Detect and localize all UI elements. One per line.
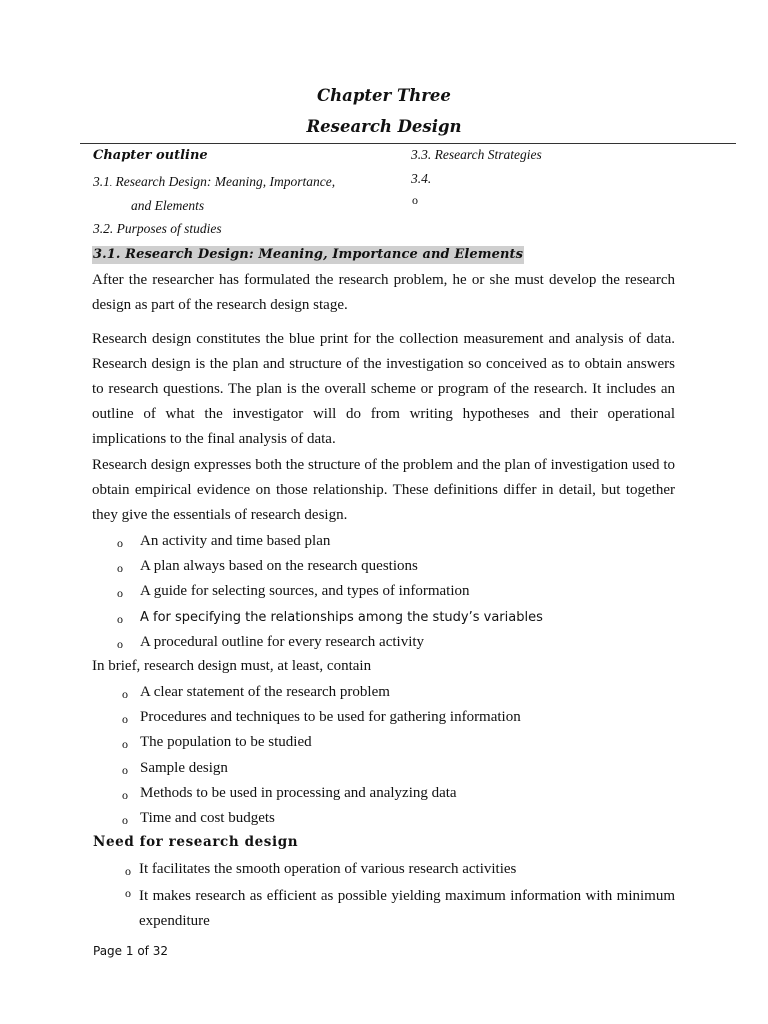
paragraph-structure: Research design expresses both the structure of the problem and the plan of investigation used to obtain empirical evidence on those relationship. These definitions differ in detail, but together they give the essentials of research design. — [92, 457, 675, 523]
outline-item-3-1-cont: and Elements — [131, 198, 205, 213]
bullet-marker: o — [122, 712, 128, 726]
bullet-marker: o — [117, 561, 123, 575]
bullet-marker: o — [125, 886, 131, 900]
outline-item-3-4: 3.4. — [411, 171, 432, 186]
outline-item-3-1-number: 3.1 — [93, 174, 110, 189]
bullet-marker: o — [117, 536, 123, 550]
chapter-title: Chapter Three — [317, 86, 451, 105]
outline-item-3-2: 3.2. Purposes of studies — [93, 221, 222, 236]
page-footer: Page 1 of 32 — [93, 944, 168, 958]
bullet-marker: o — [117, 586, 123, 600]
need-heading: Need for research design — [93, 834, 299, 850]
outline-item-3-3: 3.3. Research Strategies — [411, 147, 542, 162]
section-heading: 3.1. Research Design: Meaning, Importance and Elements — [93, 247, 524, 262]
brief-intro: In brief, research design must, at least, contain — [92, 658, 372, 674]
bullet-marker: o — [122, 813, 128, 827]
outline-item-3-1 — [93, 174, 335, 190]
bullet-marker: o — [122, 788, 128, 802]
bullet-marker: o — [117, 612, 123, 626]
bullet-marker: o — [122, 687, 128, 701]
paragraph-definition: Research design constitutes the blue print for the collection measurement and analysis of data. Research design is the plan and structure of the investigation so conceived as to obtain answers to research questions. The plan is the overall scheme or program of the research. It includes an outline of what the investigator will do from writing hypotheses and their operational implications to the final analysis of data. — [92, 331, 675, 447]
title-rule — [80, 143, 736, 144]
outline-heading: Chapter outline — [93, 148, 208, 163]
outline-item-3-1-separator: . — [109, 178, 113, 188]
bullet-marker: o — [117, 637, 123, 651]
bullet-marker: o — [122, 763, 128, 777]
bullet-marker: o — [122, 737, 128, 751]
chapter-subtitle: Research Design — [306, 117, 462, 136]
outline-item-3-1-text: Research Design: Meaning, Importance, — [115, 174, 336, 189]
bullet-marker: o — [125, 864, 131, 878]
paragraph-intro: After the researcher has formulated the research problem, he or she must develop the research design as part of the research design stage. — [92, 272, 675, 313]
outline-bullet: o — [412, 193, 418, 207]
